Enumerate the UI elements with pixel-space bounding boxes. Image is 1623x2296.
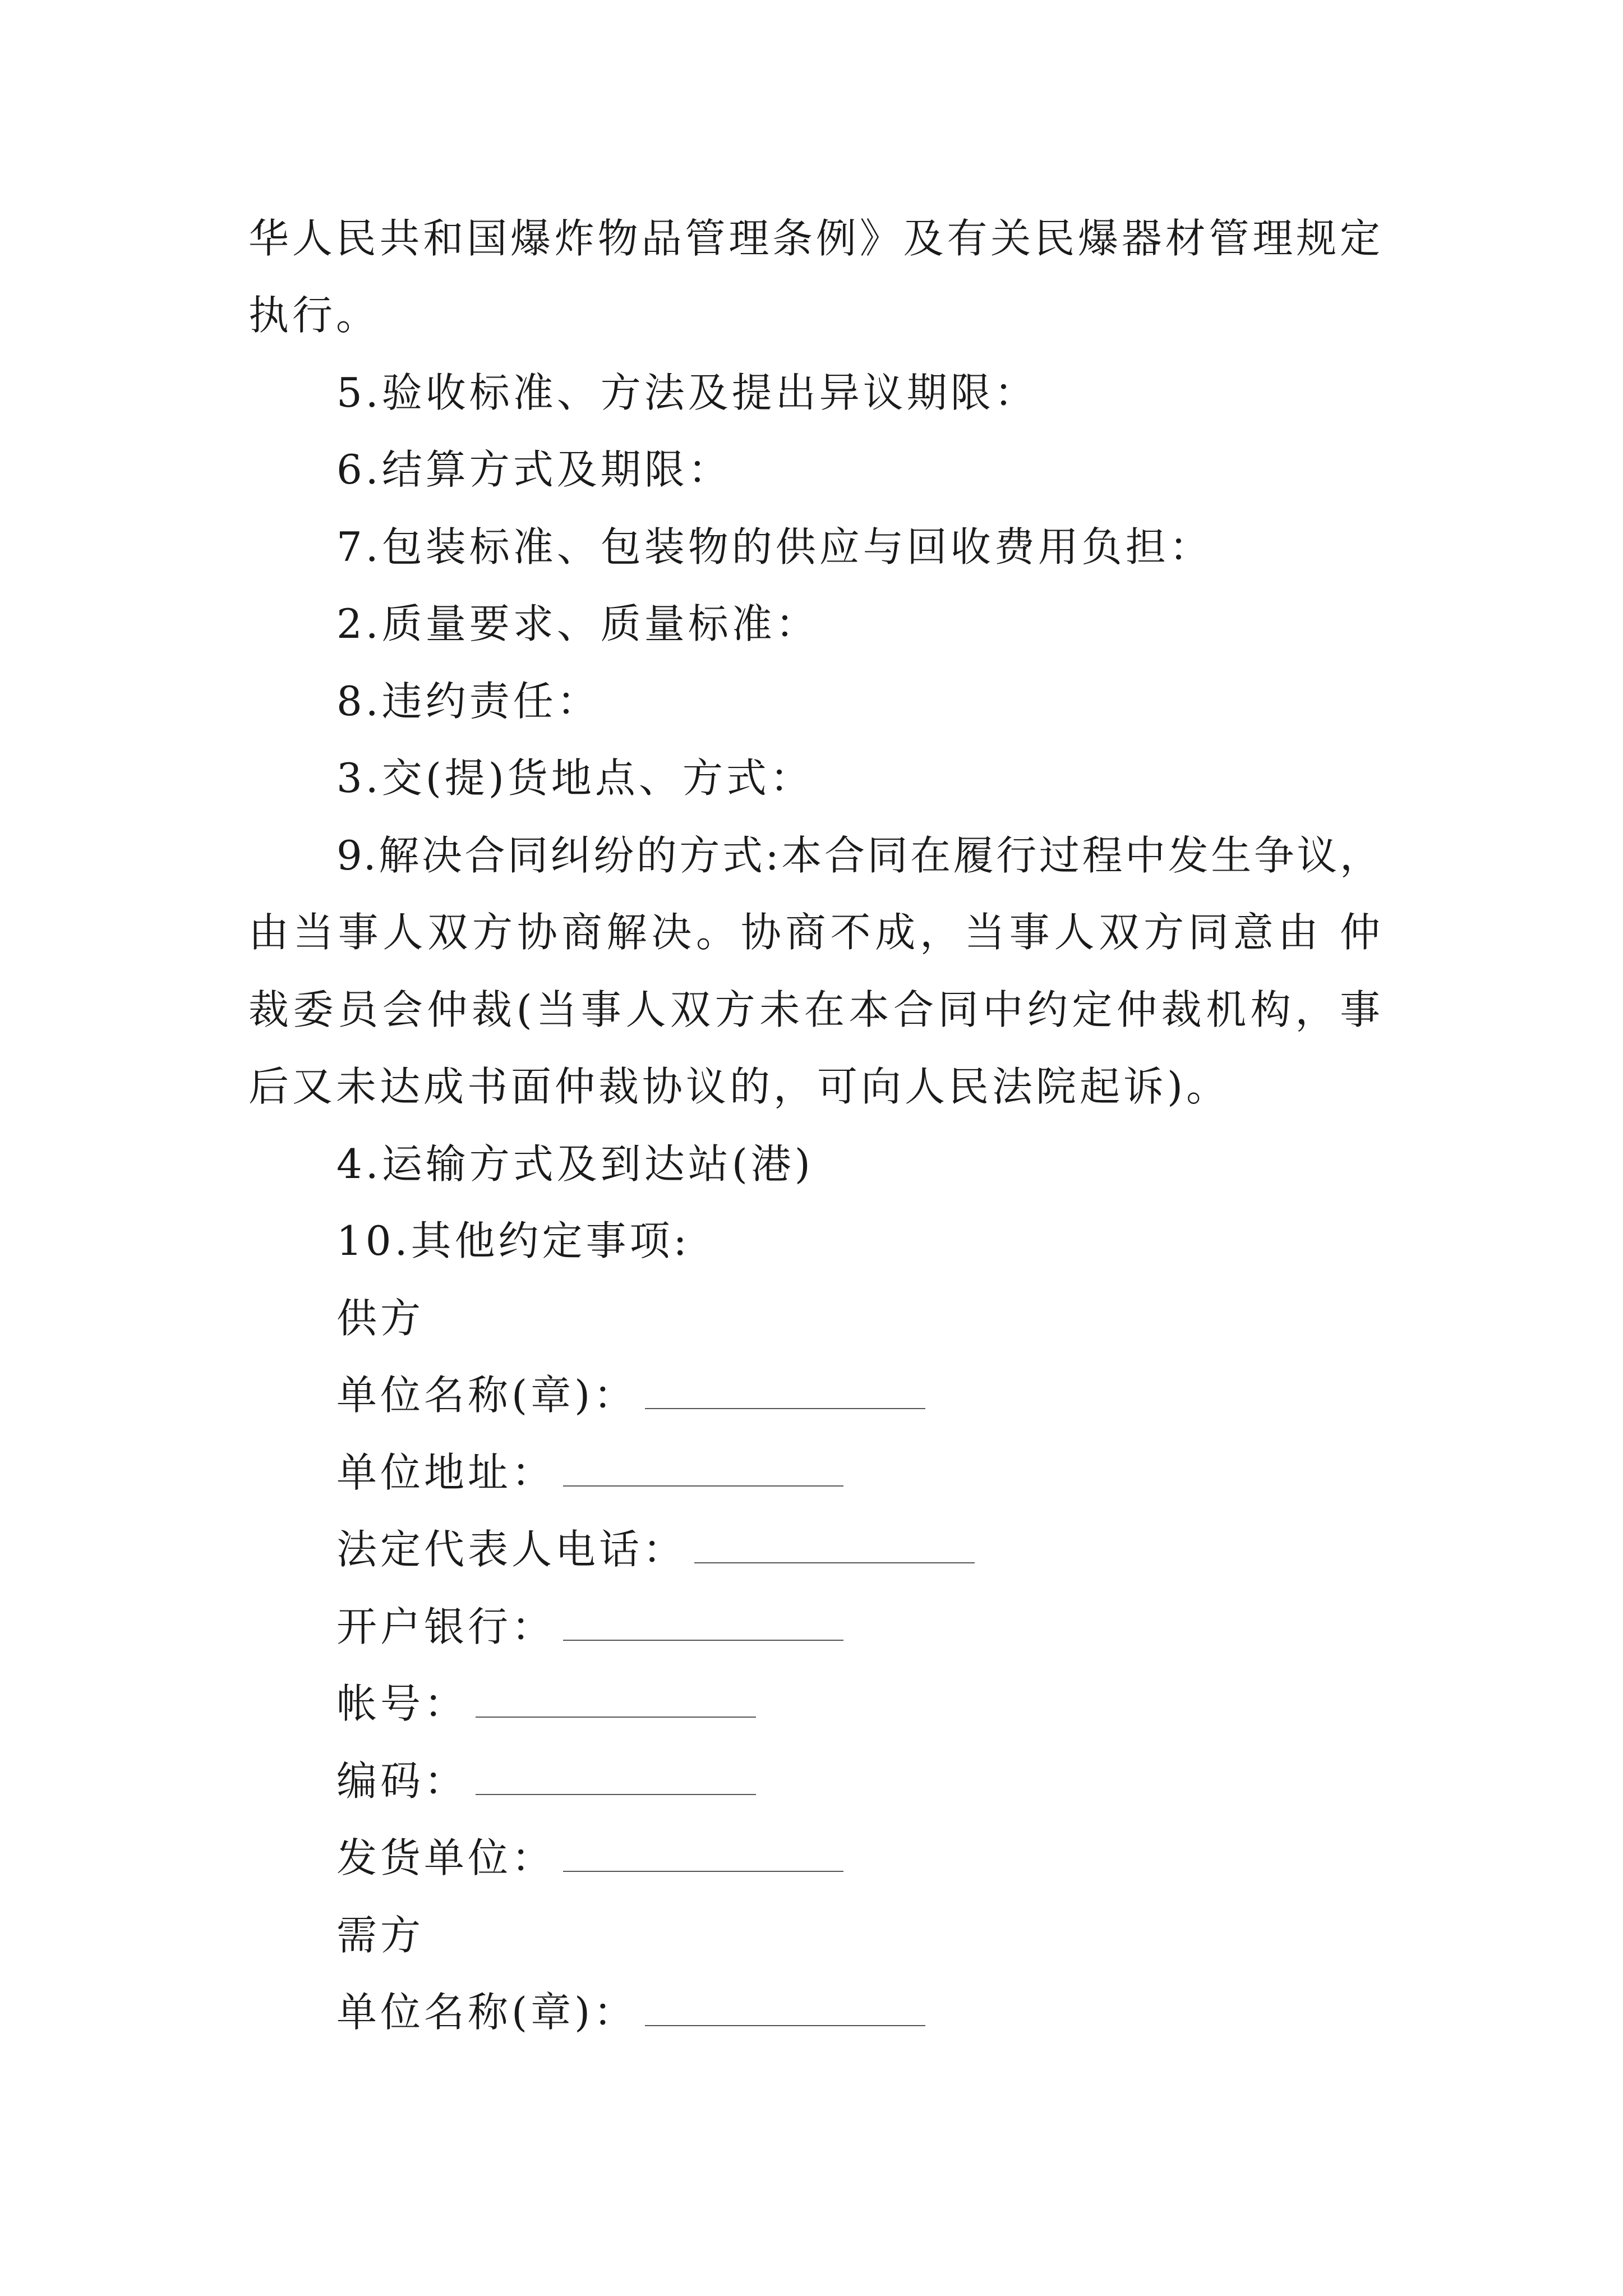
clause-9-line — [248, 904, 1381, 960]
clause-4: 4.运输方式及到达站(港) — [336, 1140, 814, 1188]
supplier-unit-name-row — [336, 1367, 925, 1423]
clause-9-text: 裁委员会仲裁(当事人双方未在本合同中约定仲裁机构，事 — [248, 986, 1381, 1033]
supplier-phone-row — [336, 1521, 975, 1577]
clause-2: 2.质量要求、质量标准： — [336, 600, 819, 647]
buyer-unit-name-field[interactable] — [645, 1991, 925, 2026]
clause-7: 7.包装标准、包装物的供应与回收费用负担： — [336, 523, 1213, 570]
clause-3: 3.交(提)货地点、方式： — [336, 754, 814, 802]
supplier-unit-name-label: 单位名称(章)： — [336, 1372, 638, 1419]
supplier-unit-name-field[interactable] — [645, 1374, 925, 1409]
clause-9-line: 后又未达成书面仲裁协议的，可向人民法院起诉)。 — [248, 1063, 1230, 1110]
clause-9: 9.解决合同纠纷的方式:本合同在履行过程中发生争议， — [336, 832, 1381, 879]
supplier-address-row — [336, 1444, 843, 1501]
clause-9-line — [248, 982, 1381, 1038]
clause-4-continuation: 华人民共和国爆炸物品管理条例》及有关民爆器材管理规定 — [248, 215, 1381, 262]
supplier-heading: 供方 — [336, 1295, 425, 1342]
clause-8: 8.违约责任： — [336, 678, 601, 725]
clause-5: 5.验收标准、方法及提出异议期限： — [336, 369, 1038, 416]
clause-6: 6.结算方式及期限： — [336, 446, 732, 493]
supplier-address-label: 单位地址： — [336, 1449, 556, 1496]
paragraph-line — [248, 210, 1381, 266]
supplier-bank-label: 开户银行： — [336, 1603, 556, 1650]
supplier-account-label: 帐号： — [336, 1680, 468, 1727]
supplier-phone-field[interactable] — [694, 1529, 975, 1563]
supplier-postcode-field[interactable] — [476, 1760, 756, 1795]
buyer-unit-name-row — [336, 1984, 925, 2040]
buyer-unit-name-label: 单位名称(章)： — [336, 1989, 638, 2036]
supplier-postcode-row — [336, 1753, 756, 1809]
clause-9-line — [336, 827, 1381, 884]
supplier-account-field[interactable] — [476, 1683, 756, 1718]
supplier-shipper-label: 发货单位： — [336, 1834, 556, 1881]
supplier-shipper-field[interactable] — [563, 1837, 843, 1872]
paragraph-line: 执行。 — [248, 292, 380, 339]
supplier-shipper-row — [336, 1830, 843, 1886]
supplier-account-row — [336, 1676, 756, 1732]
supplier-phone-label: 法定代表人电话： — [336, 1526, 687, 1573]
supplier-bank-field[interactable] — [563, 1606, 843, 1641]
supplier-bank-row — [336, 1599, 843, 1655]
supplier-postcode-label: 编码： — [336, 1757, 468, 1805]
clause-10: 10.其他约定事项: — [336, 1217, 690, 1264]
supplier-address-field[interactable] — [563, 1452, 843, 1487]
clause-9-text: 由当事人双方协商解决。协商不成，当事人双方同意由 仲 — [248, 909, 1381, 956]
buyer-heading: 需方 — [336, 1912, 425, 1959]
